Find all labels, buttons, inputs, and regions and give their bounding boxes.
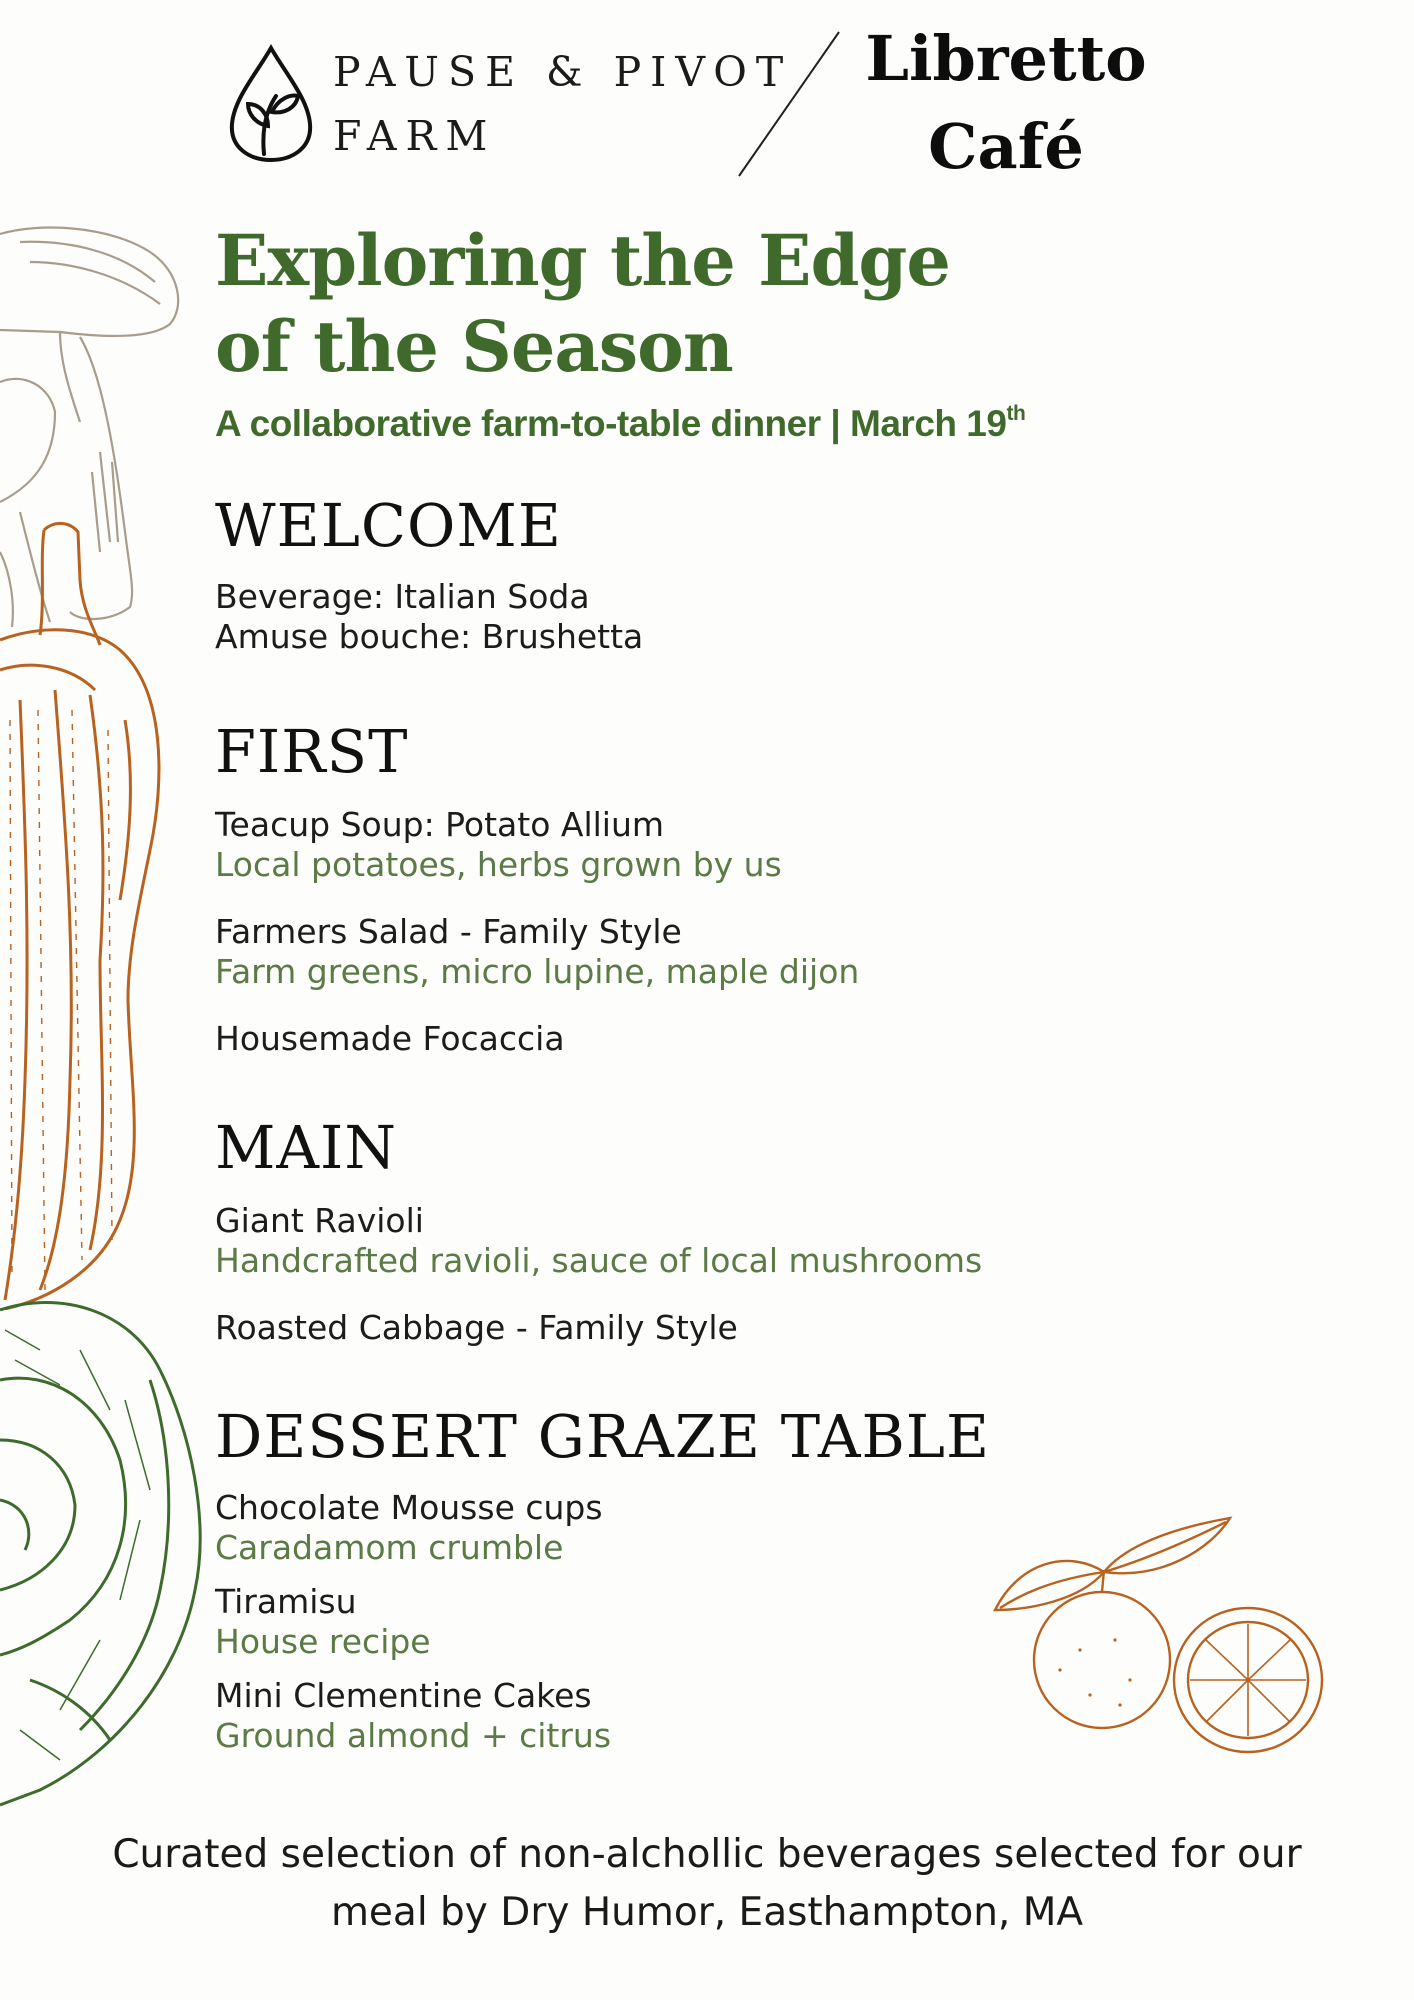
menu-item <box>215 805 1315 885</box>
menu-item-desc: Caradamom crumble <box>215 1528 564 1567</box>
menu-item-name: Mini Clementine Cakes <box>215 1676 592 1715</box>
menu-item-desc: Ground almond + citrus <box>215 1716 612 1755</box>
event-subtitle-text: A collaborative farm-to-table dinner | March 19 <box>215 403 1007 444</box>
section-heading-dessert: DESSERT GRAZE TABLE <box>215 1402 991 1471</box>
event-subtitle-suffix: th <box>1006 402 1026 425</box>
menu-item-name: Beverage: Italian Soda <box>215 577 590 616</box>
section-dessert <box>215 1398 1315 1756</box>
menu-item-name: Giant Ravioli <box>215 1201 424 1240</box>
farm-logo-icon <box>226 44 316 164</box>
menu-item <box>215 1308 1315 1348</box>
menu-item-desc: Farm greens, micro lupine, maple dijon <box>215 952 860 991</box>
menu-item <box>215 1488 1315 1568</box>
cafe-name-line2: Café <box>928 110 1084 183</box>
menu-item-name: Tiramisu <box>215 1582 357 1621</box>
squash-illustration <box>0 520 170 1310</box>
menu-item-name: Roasted Cabbage - Family Style <box>215 1308 738 1347</box>
menu-item-desc: House recipe <box>215 1622 431 1661</box>
mushroom-illustration <box>0 212 190 632</box>
footer-line1: Curated selection of non-alchollic beverages selected for our <box>112 1832 1302 1877</box>
section-first <box>215 713 1315 1059</box>
event-title-line1: Exploring the Edge <box>215 219 950 302</box>
menu-item-desc: Handcrafted ravioli, sauce of local mushrooms <box>215 1241 983 1280</box>
section-heading-main: MAIN <box>215 1113 397 1182</box>
cabbage-illustration <box>0 1290 230 1810</box>
footer-line2: meal by Dry Humor, Easthampton, MA <box>330 1890 1084 1935</box>
menu-item-desc: Local potatoes, herbs grown by us <box>215 845 782 884</box>
menu-item <box>215 1201 1315 1281</box>
farm-name-line2: FARM <box>333 112 497 160</box>
menu-item-name: Farmers Salad - Family Style <box>215 912 682 951</box>
farm-name-line1: PAUSE & PIVOT <box>333 48 793 96</box>
section-welcome <box>215 487 1315 657</box>
menu-item-name: Chocolate Mousse cups <box>215 1488 603 1527</box>
section-heading-first: FIRST <box>215 717 409 786</box>
menu-item <box>215 1676 1315 1756</box>
menu-item-name: Amuse bouche: Brushetta <box>215 617 644 656</box>
menu-item-name: Teacup Soup: Potato Allium <box>215 805 665 844</box>
menu <box>215 487 1315 1756</box>
event-title <box>215 218 1115 390</box>
menu-item <box>215 1019 1315 1059</box>
section-main <box>215 1109 1315 1348</box>
menu-item <box>215 912 1315 992</box>
menu-item <box>215 1582 1315 1662</box>
event-title-line2: of the Season <box>215 305 733 388</box>
footer-note <box>20 1826 1394 1942</box>
event-subtitle <box>215 402 1025 445</box>
cafe-name-line1: Libretto <box>865 22 1147 95</box>
menu-item-name: Housemade Focaccia <box>215 1019 565 1058</box>
section-heading-welcome: WELCOME <box>215 491 562 560</box>
